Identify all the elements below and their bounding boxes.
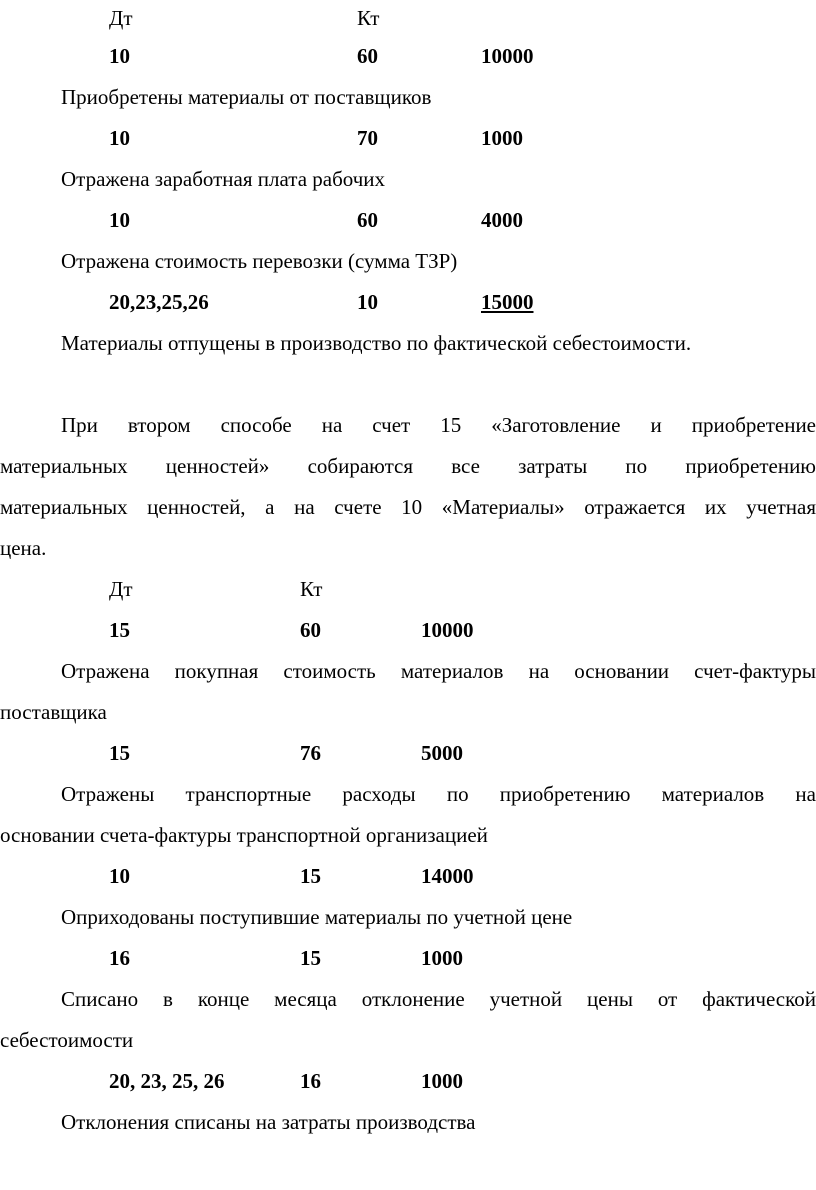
entry-amount: 14000 (421, 864, 474, 888)
entry-amount: 10000 (421, 618, 474, 642)
entry-description: Списано в конце месяца отклонение учетной цены от фактической (61, 987, 816, 1011)
kt-header: Кт (300, 577, 323, 601)
entry-description: Отклонения списаны на затраты производства (61, 1110, 476, 1134)
entry-amount: 1000 (421, 946, 463, 970)
entry-credit: 15 (300, 864, 321, 888)
entry-description-cont: себестоимости (0, 1028, 134, 1052)
dt-header: Дт (109, 6, 133, 30)
entry-amount: 1000 (481, 126, 523, 150)
paragraph-line: цена. (0, 536, 47, 560)
entry-description: Приобретены материалы от поставщиков (61, 85, 432, 109)
entry-description-cont: поставщика (0, 700, 107, 724)
entry-credit: 15 (300, 946, 321, 970)
entry-description: Отражена заработная плата рабочих (61, 167, 386, 191)
kt-header: Кт (357, 6, 380, 30)
dt-header: Дт (109, 577, 133, 601)
paragraph-line: При втором способе на счет 15 «Заготовление и приобретение (61, 413, 816, 437)
entry-credit: 60 (300, 618, 321, 642)
entry-amount: 5000 (421, 741, 463, 765)
paragraph-line: материальных ценностей, а на счете 10 «Материалы» отражается их учетная (0, 495, 816, 519)
entry-debit: 15 (109, 741, 130, 765)
entry-description: Оприходованы поступившие материалы по учетной цене (61, 905, 573, 929)
entry-amount: 15000 (481, 290, 534, 314)
entry-credit: 10 (357, 290, 378, 314)
entry-debit: 20, 23, 25, 26 (109, 1069, 225, 1093)
entry-description: Отражена покупная стоимость материалов на основании счет-фактуры (61, 659, 816, 683)
entry-debit: 10 (109, 864, 130, 888)
entry-credit: 60 (357, 208, 378, 232)
entry-credit: 16 (300, 1069, 321, 1093)
entry-description: Материалы отпущены в производство по фактической себестоимости. (61, 331, 692, 355)
entry-amount: 10000 (481, 44, 534, 68)
entry-description-cont: основании счета-фактуры транспортной организацией (0, 823, 488, 847)
entry-credit: 70 (357, 126, 378, 150)
entry-credit: 76 (300, 741, 321, 765)
paragraph-line: материальных ценностей» собираются все затраты по приобретению (0, 454, 816, 478)
entry-debit: 10 (109, 126, 130, 150)
entry-debit: 15 (109, 618, 130, 642)
entry-amount: 1000 (421, 1069, 463, 1093)
entry-description: Отражена стоимость перевозки (сумма ТЗР) (61, 249, 458, 273)
entry-amount: 4000 (481, 208, 523, 232)
entry-debit: 10 (109, 44, 130, 68)
entry-debit: 10 (109, 208, 130, 232)
entry-debit: 20,23,25,26 (109, 290, 209, 314)
entry-credit: 60 (357, 44, 378, 68)
entry-description: Отражены транспортные расходы по приобретению материалов на (61, 782, 816, 806)
entry-debit: 16 (109, 946, 130, 970)
